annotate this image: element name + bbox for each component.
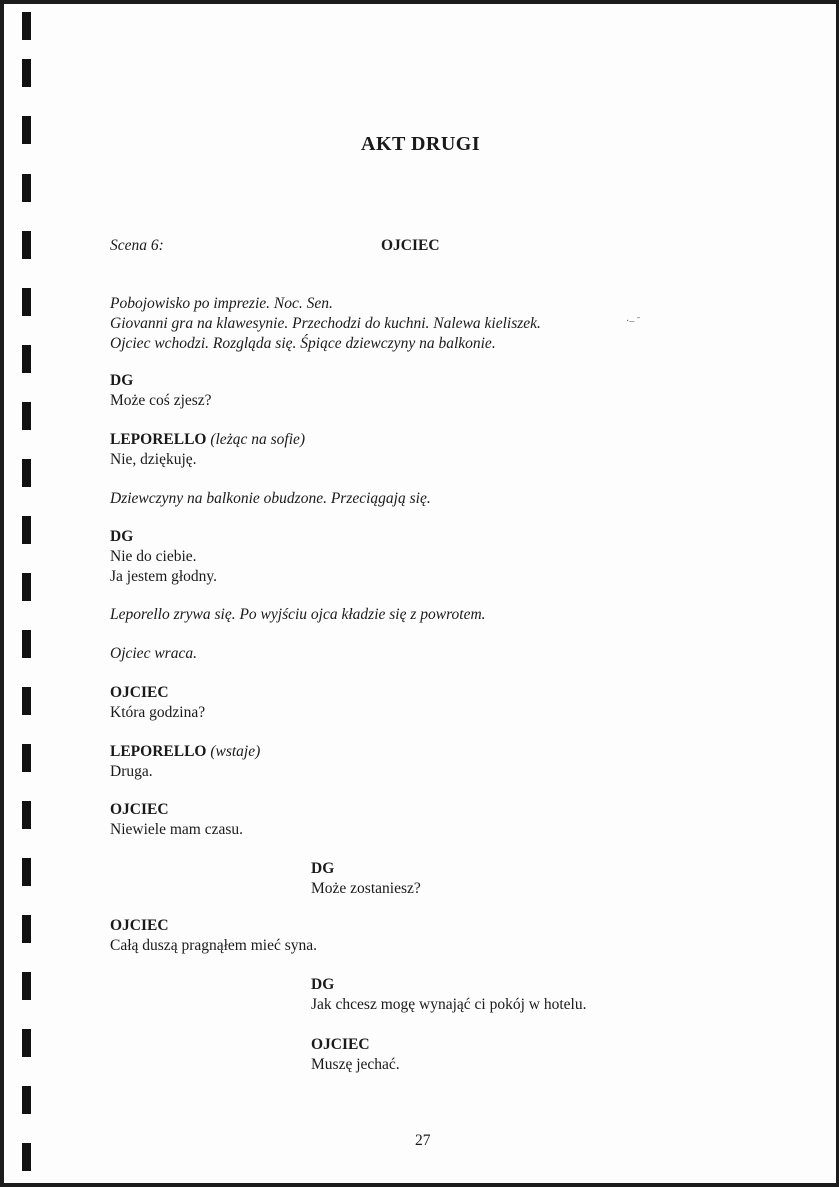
speaker-name: OJCIEC <box>110 801 169 818</box>
scene-name: OJCIEC <box>381 237 440 254</box>
dialogue-line: Nie do ciebie. <box>110 548 197 565</box>
speaker-name: OJCIEC <box>110 917 169 934</box>
dialogue-line: Może zostaniesz? <box>311 880 421 897</box>
stray-mark: ·– ˉ <box>626 316 641 327</box>
dialogue-line: Muszę jechać. <box>311 1056 400 1073</box>
speaker-name: DG <box>110 528 134 545</box>
speaker-name: DG <box>110 372 134 389</box>
speaker-name: OJCIEC <box>311 1036 370 1053</box>
speaker-name: LEPORELLO <box>110 743 207 760</box>
stage-direction: Dziewczyny na balkonie obudzone. Przeciągają się. <box>110 490 431 507</box>
stage-direction: Leporello zrywa się. Po wyjściu ojca kładzie się z powrotem. <box>110 606 486 623</box>
binding-holes <box>22 4 32 1187</box>
dialogue-line: Może coś zjesz? <box>110 392 212 409</box>
page-title: AKT DRUGI <box>361 133 481 155</box>
dialogue-line: Druga. <box>110 763 153 780</box>
speaker-note: (leżąc na sofie) <box>210 431 306 448</box>
dialogue-line: Całą duszą pragnąłem mieć syna. <box>110 937 318 954</box>
stage-direction: Pobojowisko po imprezie. Noc. Sen. <box>110 295 333 312</box>
dialogue-line: Niewiele mam czasu. <box>110 821 243 838</box>
stage-direction: Giovanni gra na klawesynie. Przechodzi do kuchni. Nalewa kieliszek. <box>110 315 541 332</box>
speaker-heading <box>110 430 305 450</box>
stage-direction: Ojciec wraca. <box>110 645 197 662</box>
speaker-name: DG <box>311 976 335 993</box>
dialogue-line: Jak chcesz mogę wynająć ci pokój w hotelu. <box>311 996 587 1013</box>
dialogue-line: Która godzina? <box>110 704 206 721</box>
page-number: 27 <box>415 1132 431 1149</box>
dialogue-line: Nie, dziękuję. <box>110 451 197 468</box>
speaker-note: (wstaje) <box>210 743 261 760</box>
stage-direction: Ojciec wchodzi. Rozgląda się. Śpiące dziewczyny na balkonie. <box>110 335 496 352</box>
speaker-name: DG <box>311 860 335 877</box>
scene-label: Scena 6: <box>110 237 164 254</box>
speaker-heading <box>110 742 260 762</box>
dialogue-line: Ja jestem głodny. <box>110 568 218 585</box>
speaker-name: LEPORELLO <box>110 431 207 448</box>
speaker-name: OJCIEC <box>110 684 169 701</box>
